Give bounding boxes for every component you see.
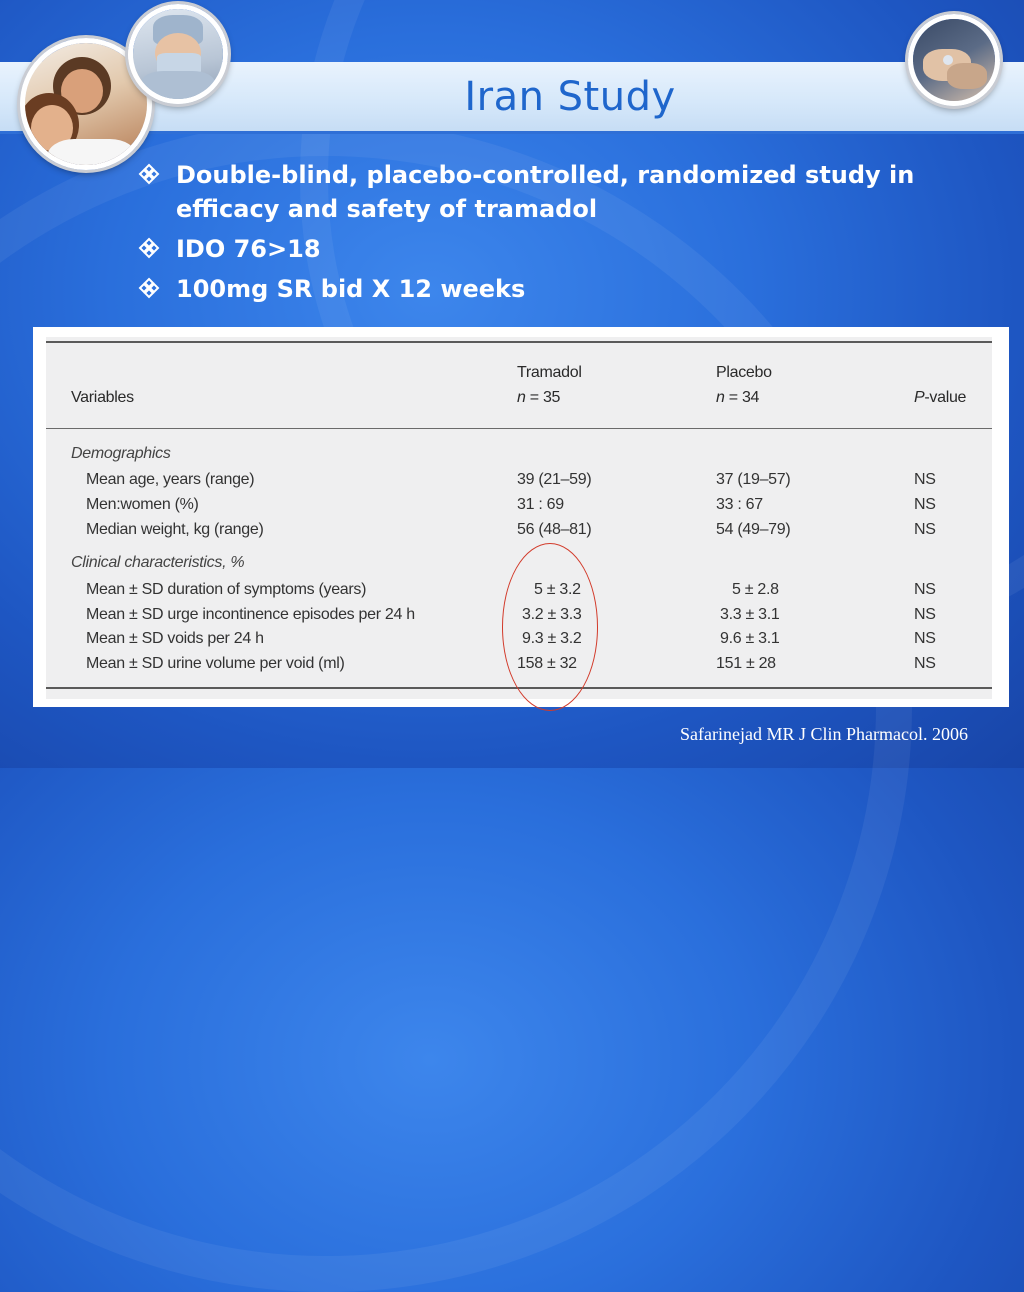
cell-tramadol: 9.3 ± 3.2 [522, 630, 582, 647]
row-label: Mean age, years (range) [86, 471, 255, 488]
n-value: = 35 [529, 389, 561, 406]
cell-tramadol: 31 : 69 [517, 496, 564, 513]
section-title: Demographics [71, 445, 171, 462]
diamond-bullet-icon [138, 237, 160, 259]
diamond-bullet-icon [138, 163, 160, 185]
cell-placebo: 3.3 ± 3.1 [720, 606, 780, 623]
cell-pvalue: NS [914, 521, 936, 538]
table-top-rule [46, 341, 992, 343]
cell-pvalue: NS [914, 496, 936, 513]
header-placebo-n [716, 389, 759, 407]
table-header-rule [46, 428, 992, 429]
cell-tramadol: 158 ± 32 [517, 655, 577, 672]
cell-tramadol: 56 (48–81) [517, 521, 592, 538]
cell-placebo: 5 ± 2.8 [732, 581, 779, 598]
header-placebo: Placebo [716, 364, 772, 381]
n-value: = 34 [728, 389, 760, 406]
n-label: n [716, 389, 725, 406]
header-tramadol: Tramadol [517, 364, 582, 381]
row-label: Mean ± SD duration of symptoms (years) [86, 581, 367, 598]
bullet-item [138, 158, 938, 226]
pvalue-suffix: -value [924, 389, 967, 406]
bullet-text: IDO 76>18 [176, 235, 321, 263]
bullet-list [138, 158, 938, 312]
row-label: Men:women (%) [86, 496, 199, 513]
cell-tramadol: 39 (21–59) [517, 471, 592, 488]
red-ellipse-highlight [502, 543, 598, 711]
cell-pvalue: NS [914, 655, 936, 672]
bullet-text: Double-blind, placebo-controlled, randomized study in efficacy and safety of tramadol [176, 161, 915, 223]
row-label: Mean ± SD urine volume per void (ml) [86, 655, 345, 672]
bullet-item [138, 272, 938, 306]
bullet-text: 100mg SR bid X 12 weeks [176, 275, 526, 303]
slide-title: Iran Study [464, 74, 676, 120]
cell-placebo: 151 ± 28 [716, 655, 776, 672]
cell-placebo: 9.6 ± 3.1 [720, 630, 780, 647]
bullet-item [138, 232, 938, 266]
header-variables: Variables [71, 389, 134, 406]
header-pvalue [914, 389, 966, 407]
photo-hands [908, 14, 1000, 106]
cell-pvalue: NS [914, 581, 936, 598]
cell-pvalue: NS [914, 471, 936, 488]
photo-doctor [128, 4, 228, 104]
cell-tramadol: 5 ± 3.2 [534, 581, 581, 598]
row-label: Median weight, kg (range) [86, 521, 264, 538]
cell-placebo: 33 : 67 [716, 496, 763, 513]
p-label: P [914, 389, 925, 406]
n-label: n [517, 389, 526, 406]
citation: Safarinejad MR J Clin Pharmacol. 2006 [680, 724, 968, 744]
cell-pvalue: NS [914, 630, 936, 647]
diamond-bullet-icon [138, 277, 160, 299]
cell-pvalue: NS [914, 606, 936, 623]
row-label: Mean ± SD urge incontinence episodes per 24 h [86, 606, 415, 623]
section-title: Clinical characteristics, % [71, 554, 245, 571]
row-label: Mean ± SD voids per 24 h [86, 630, 264, 647]
header-tramadol-n [517, 389, 560, 407]
cell-placebo: 37 (19–57) [716, 471, 791, 488]
cell-placebo: 54 (49–79) [716, 521, 791, 538]
cell-tramadol: 3.2 ± 3.3 [522, 606, 582, 623]
